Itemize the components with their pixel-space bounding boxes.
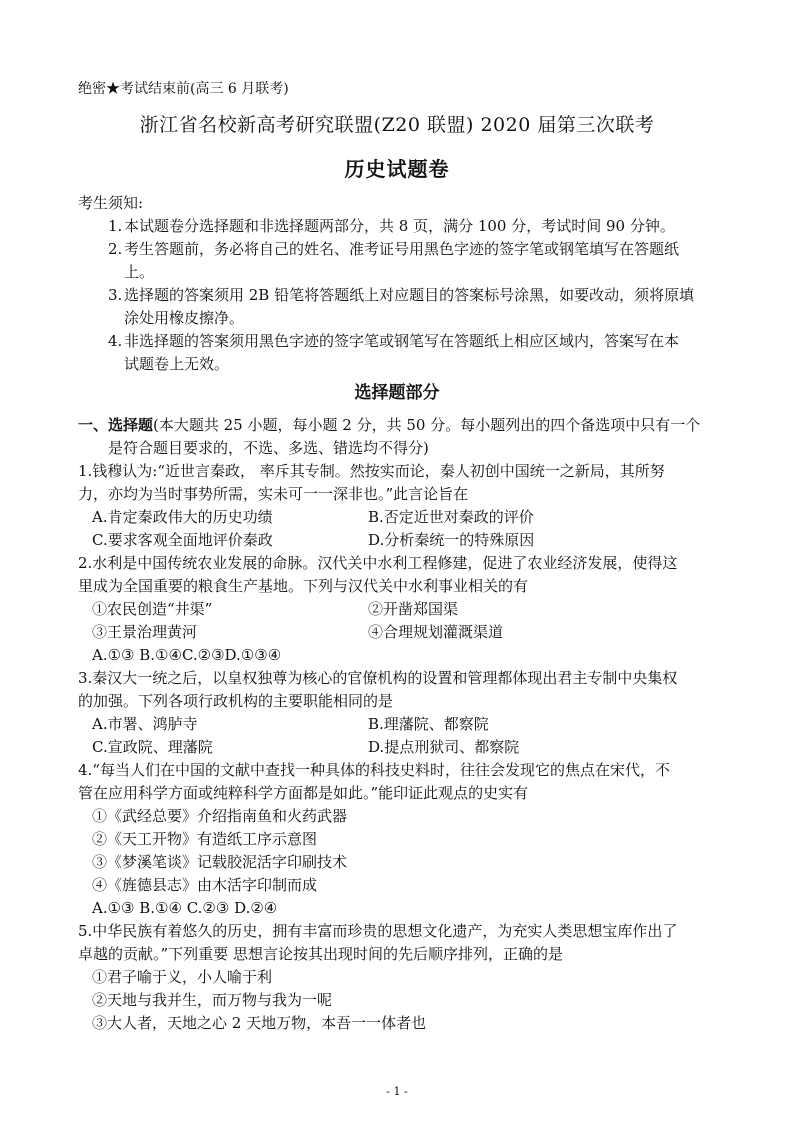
section-heading: 选择题部分 — [354, 383, 440, 403]
note-item — [108, 330, 728, 376]
q2-item-3: ③王景治理黄河 — [92, 623, 198, 641]
q1-option-b: B.否定近世对秦政的评价 — [368, 508, 534, 526]
note-item — [108, 215, 728, 238]
note-line: 本试题卷分选择题和非选择题两部分，共 8 页，满分 100 分，考试时间 90 分钟。 — [124, 217, 675, 235]
q1-option-c: C.要求客观全面地评价秦政 — [92, 531, 273, 549]
part1-instruction-line2: 是符合题目要求的，不选、多选、错选均不得分) — [108, 439, 429, 457]
note-line: 试题卷上无效。 — [124, 355, 230, 373]
q4-answers: A.①③ B.①④ C.②③ D.②④ — [92, 899, 278, 917]
exam-title: 浙江省名校新高考研究联盟(Z20 联盟) 2020 届第三次联考 — [139, 114, 655, 136]
q5-item-3: ③大人者，天地之心 2 天地万物，本吾一一体者也 — [92, 1014, 427, 1032]
q4-item-1: ①《武经总要》介绍指南鱼和火药武器 — [92, 807, 348, 825]
part1-text: (本大题共 25 小题，每小题 2 分，共 50 分。每小题列出的四个备选项中只有一个 — [153, 416, 701, 434]
q2-stem-line2: 里成为全国重要的粮食生产基地。下列与汉代关中水利事业相关的有 — [78, 577, 529, 595]
note-number: 1. — [108, 217, 123, 235]
q3-stem-line2: 的加强。下列各项行政机构的主要职能相同的是 — [78, 692, 394, 710]
q3-option-d: D.提点刑狱司、都察院 — [368, 738, 520, 756]
q5-stem-line1: 5.中华民族有着悠久的历史，拥有丰富而珍贵的思想文化遗产，为充实人类思想宝库作出了 — [78, 922, 678, 940]
q1-option-d: D.分析秦统一的特殊原因 — [368, 531, 535, 549]
q4-item-2: ②《天工开物》有造纸工序示意图 — [92, 830, 318, 848]
q5-stem-line2: 卓越的贡献。”下列重要 思想言论按其出现时间的先后顺序排列，正确的是 — [78, 945, 563, 963]
note-number: 2. — [108, 240, 123, 258]
q5-item-2: ②天地与我并生，而万物与我为一呢 — [92, 991, 333, 1009]
q1-stem-line2: 力，亦均为当时事势所需，实未可一一深非也。”此言论旨在 — [78, 485, 469, 503]
q2-item-1: ①农民创造“井渠” — [92, 600, 213, 618]
page-number: - 1 - — [386, 1085, 408, 1098]
q2-answers: A.①③ B.①④C.②③D.①③④ — [92, 646, 282, 664]
note-line: 选择题的答案须用 2B 铅笔将答题纸上对应题目的答案标号涂黑，如要改动，须将原填 — [124, 286, 695, 304]
q3-stem-line1: 3.秦汉大一统之后，以皇权独尊为核心的官僚机构的设置和管理都体现出君主专制中央集权 — [78, 669, 678, 687]
q4-stem-line1: 4.“每当人们在中国的文献中查找一种具体的科技史料时，往往会发现它的焦点在宋代，不 — [78, 761, 670, 779]
q3-option-b: B.理藩院、都察院 — [368, 715, 489, 733]
note-line: 考生答题前，务必将自己的姓名、准考证号用黑色字迹的签字笔或钢笔填写在答题纸 — [124, 240, 680, 258]
q4-item-3: ③《梦溪笔谈》记载胶泥活字印刷技术 — [92, 853, 348, 871]
exam-subtitle: 历史试题卷 — [344, 157, 450, 181]
q4-stem-line2: 管在应用科学方面或纯粹科学方面都是如此。”能印证此观点的史实有 — [78, 784, 529, 802]
note-item — [108, 238, 728, 284]
q5-item-1: ①君子喻于义，小人喻于利 — [92, 968, 273, 986]
note-item — [108, 284, 728, 330]
note-line: 非选择题的答案须用黑色字迹的签字笔或钢笔写在答题纸上相应区域内，答案写在本 — [124, 332, 680, 350]
note-line: 上。 — [124, 263, 155, 281]
q1-option-a: A.肯定秦政伟大的历史功绩 — [92, 508, 273, 526]
notes-title: 考生须知: — [78, 194, 144, 212]
q2-item-4: ④合理规划灌溉渠道 — [368, 623, 504, 641]
q3-option-c: C.宣政院、理藩院 — [92, 738, 213, 756]
note-number: 3. — [108, 286, 123, 304]
part1-instruction-line1 — [78, 414, 700, 437]
q1-stem-line1: 1.钱穆认为:“近世言秦政， 率斥其专制。然按实而论，秦人初创中国统一之新局，其所努 — [78, 462, 665, 480]
confidential-header: 绝密★考试结束前(高三 6 月联考) — [78, 81, 289, 97]
q4-item-4: ④《旌德县志》由木活字印制而成 — [92, 876, 318, 894]
note-number: 4. — [108, 332, 123, 350]
part1-label: 一、选择题 — [78, 416, 154, 434]
q3-option-a: A.市署、鸿胪寺 — [92, 715, 198, 733]
note-line: 涂处用橡皮擦净。 — [124, 309, 245, 327]
q2-item-2: ②开凿郑国渠 — [368, 600, 459, 618]
q2-stem-line1: 2.水利是中国传统农业发展的命脉。汉代关中水利工程修建，促进了农业经济发展，使得这 — [78, 554, 678, 572]
